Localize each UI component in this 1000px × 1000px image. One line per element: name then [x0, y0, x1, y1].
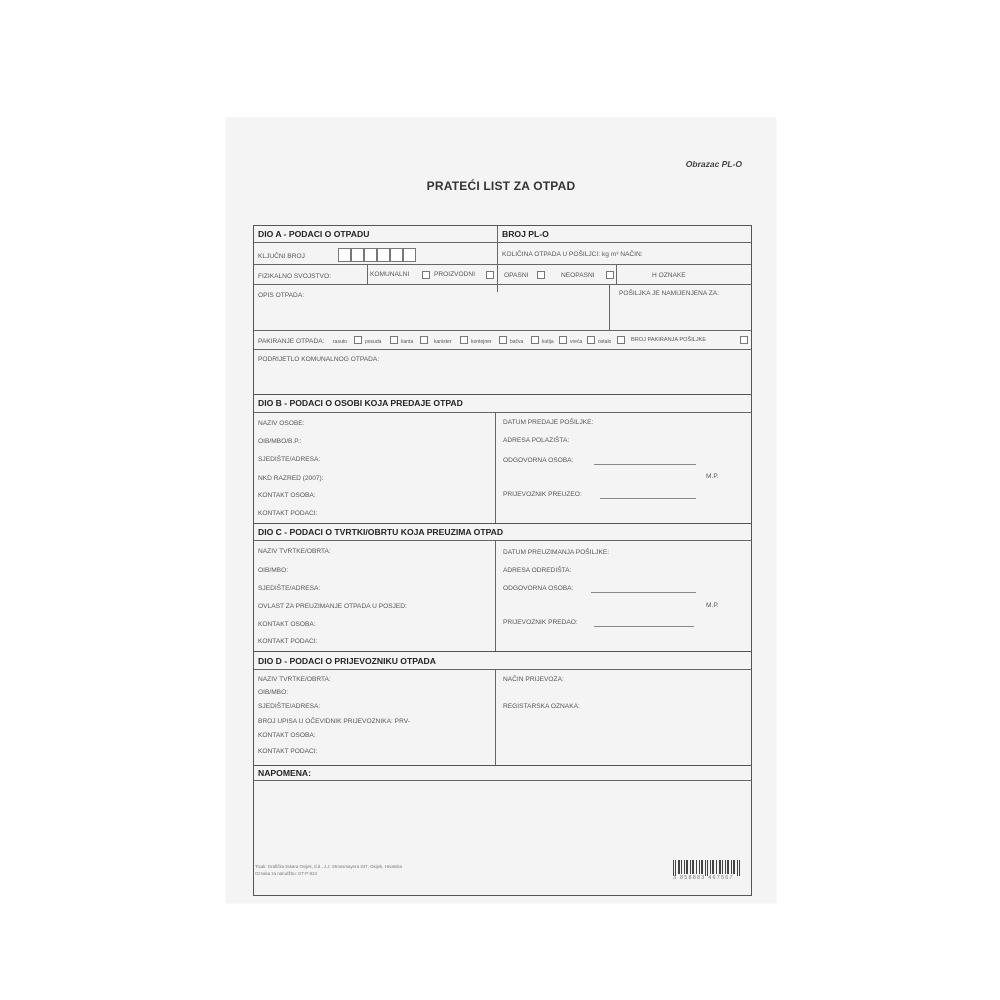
neopasni-label: NEOPASNI: [561, 272, 595, 279]
b-naziv-label: NAZIV OSOBE:: [258, 420, 305, 427]
pack-option-posuda: posuda: [365, 339, 382, 345]
b-kontakt-osoba-label: KONTAKT OSOBA:: [258, 492, 316, 499]
napomena-heading: NAPOMENA:: [258, 768, 311, 778]
pack-option-kutija: kutija: [542, 339, 554, 345]
kljucni-broj-label: KLJUČNI BROJ: [258, 253, 305, 260]
posuda-checkbox[interactable]: [390, 336, 398, 344]
d-oib-label: OIB/MBO:: [258, 689, 289, 696]
neopasni-checkbox[interactable]: [606, 271, 614, 279]
c-datum-label: DATUM PREUZIMANJA POŠILJKE:: [503, 549, 610, 556]
pack-option-rasuto: rasuto: [333, 339, 347, 345]
podrijetlo-label: PODRIJETLO KOMUNALNOG OTPADA:: [258, 356, 380, 363]
c-naziv-label: NAZIV TVRTKE/OBRTA:: [258, 548, 331, 555]
d-kontakt-osoba-label: KONTAKT OSOBA:: [258, 732, 316, 739]
waste-form: [253, 225, 752, 896]
kanister-checkbox[interactable]: [460, 336, 468, 344]
b-nkd-label: NKD RAZRED (2007):: [258, 475, 324, 482]
dio-b-heading: DIO B - PODACI O OSOBI KOJA PREDAJE OTPAD: [258, 398, 463, 408]
bacva-checkbox[interactable]: [531, 336, 539, 344]
kutija-checkbox[interactable]: [559, 336, 567, 344]
pack-option-vreca: vreća: [570, 339, 583, 345]
footer-line-1: Tisak: Grafička tiskara Osijek, d.d., J.J. Strossmayera 337, Osijek, Hrvatska: [255, 864, 402, 869]
c-kontakt-podaci-label: KONTAKT PODACI:: [258, 638, 318, 645]
pack-option-kanta: kanta: [401, 339, 414, 345]
proizvodni-checkbox[interactable]: [486, 271, 494, 279]
d-registarska-label: REGISTARSKA OZNAKA:: [503, 703, 580, 710]
opasni-label: OPASNI: [504, 272, 529, 279]
broj-pl-o-label: BROJ PL-O: [502, 229, 549, 239]
pack-option-kontejner: kontejner: [471, 339, 492, 345]
komunalni-label: KOMUNALNI: [370, 271, 410, 278]
namijenjena-label: POŠILJKA JE NAMIJENJENA ZA:: [619, 290, 720, 297]
c-ovlast-label: OVLAST ZA PREUZIMANJE OTPADA U POSJED:: [258, 603, 407, 610]
dio-d-heading: DIO D - PODACI O PRIJEVOZNIKU OTPADA: [258, 656, 436, 666]
c-kontakt-osoba-label: KONTAKT OSOBA:: [258, 621, 316, 628]
footer-line-2: Oznaka za narudžbu: GT-P-824: [255, 871, 317, 876]
h-oznake-label: H OZNAKE: [652, 272, 686, 279]
d-sjediste-label: SJEDIŠTE/ADRESA:: [258, 703, 321, 710]
komunalni-checkbox[interactable]: [422, 271, 430, 279]
d-naziv-label: NAZIV TVRTKE/OBRTA:: [258, 676, 331, 683]
pack-option-kanister: kanister: [434, 339, 452, 345]
kljucni-broj-boxes[interactable]: [338, 248, 433, 262]
b-odgovorna-label: ODGOVORNA OSOBA:: [503, 457, 574, 464]
page-title: PRATEĆI LIST ZA OTPAD: [426, 179, 576, 193]
pack-option-ostalo: ostalo: [598, 339, 612, 345]
d-kontakt-podaci-label: KONTAKT PODACI:: [258, 748, 318, 755]
d-broj-upisa-label: BROJ UPISA U OČEVIDNIK PRIJEVOZNIKA: PRV-: [258, 718, 410, 725]
kolicina-label: KOLIČINA OTPADA U POŠILJCI: kg m³ NAČIN:: [502, 251, 643, 258]
c-prijevoznik-label: PRIJEVOZNIK PREDAO:: [503, 619, 578, 626]
napomena-header-row: [254, 765, 751, 781]
b-mp-label: M.P.: [706, 473, 719, 480]
kanta-checkbox[interactable]: [420, 336, 428, 344]
b-adresa-label: ADRESA POLAZIŠTA:: [503, 437, 570, 444]
c-oib-label: OIB/MBO:: [258, 567, 289, 574]
printer-footer: [255, 863, 402, 877]
b-sjediste-label: SJEDIŠTE/ADRESA:: [258, 456, 321, 463]
proizvodni-label: PROIZVODNI: [434, 271, 476, 278]
kontejner-checkbox[interactable]: [499, 336, 507, 344]
form-sheet: [226, 118, 776, 903]
d-nacin-label: NAČIN PRIJEVOZA:: [503, 676, 564, 683]
pack-option-bacva: bačva: [510, 339, 524, 345]
b-prijevoznik-label: PRIJEVOZNIK PREUZEO:: [503, 491, 582, 498]
opasni-checkbox[interactable]: [537, 271, 545, 279]
pakiranje-label: PAKIRANJE OTPADA:: [258, 338, 325, 345]
c-odgovorna-label: ODGOVORNA OSOBA:: [503, 585, 574, 592]
c-mp-label: M.P.: [706, 602, 719, 609]
c-sjediste-label: SJEDIŠTE/ADRESA:: [258, 585, 321, 592]
b-datum-label: DATUM PREDAJE POŠILJKE:: [503, 419, 594, 426]
broj-pakiranja-checkbox[interactable]: [740, 336, 748, 344]
ostalo-checkbox[interactable]: [617, 336, 625, 344]
b-kontakt-podaci-label: KONTAKT PODACI:: [258, 510, 318, 517]
barcode-number: 3 858883 467567: [673, 875, 734, 881]
opis-label: OPIS OTPADA:: [258, 292, 305, 299]
c-adresa-label: ADRESA ODREDIŠTA:: [503, 567, 572, 574]
rasuto-checkbox[interactable]: [354, 336, 362, 344]
form-code: Obrazac PL-O: [685, 159, 742, 169]
b-oib-label: OIB/MBO/B.P.:: [258, 438, 302, 445]
dio-c-heading: DIO C - PODACI O TVRTKI/OBRTU KOJA PREUZIMA OTPAD: [258, 527, 504, 537]
vreca-checkbox[interactable]: [587, 336, 595, 344]
fizikalno-label: FIZIKALNO SVOJSTVO:: [258, 273, 331, 280]
dio-a-heading: DIO A - PODACI O OTPADU: [258, 229, 370, 239]
broj-pakiranja-label: BROJ PAKIRANJA POŠILJKE: [631, 337, 707, 343]
